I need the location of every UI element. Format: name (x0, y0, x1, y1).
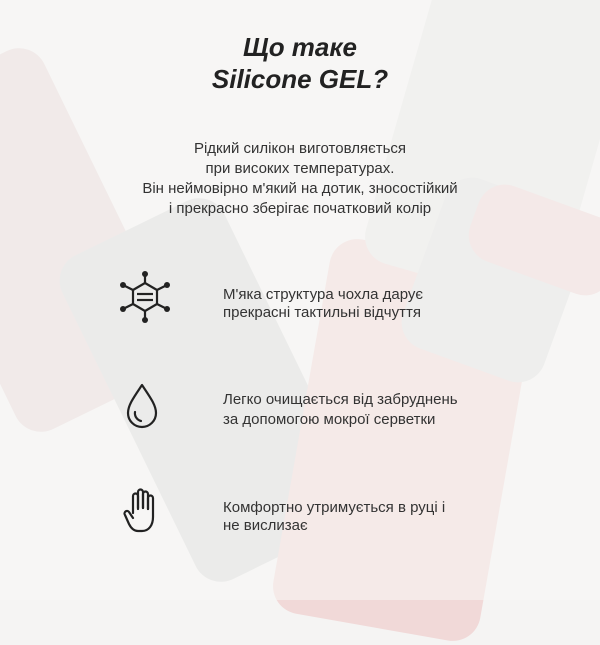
feature-text-grip: Комфортно утримується в руці і (223, 499, 446, 516)
feature-text-grip: не вислизає (223, 517, 308, 534)
feature-text-structure: М'яка структура чохла дарує (223, 286, 424, 303)
feature-text-cleaning: Легко очищається від забруднень (223, 391, 458, 408)
description-line: і прекрасно зберігає початковий колір (168, 200, 432, 217)
water-drop-icon (125, 382, 159, 430)
molecule-icon (116, 270, 174, 326)
feature-text-structure: прекрасні тактильні відчуття (223, 304, 421, 321)
feature-text-cleaning: за допомогою мокрої серветки (223, 411, 436, 428)
description-line: Рідкий силікон виготовляється (193, 140, 407, 157)
description-line: Він неймовірно м'який на дотик, зносостійкий (142, 180, 458, 197)
heading-line-1: Що таке (242, 32, 358, 62)
hand-icon (122, 487, 162, 535)
heading-line-2: Silicone GEL? (211, 64, 389, 94)
description-line: при високих температурах. (205, 160, 395, 177)
